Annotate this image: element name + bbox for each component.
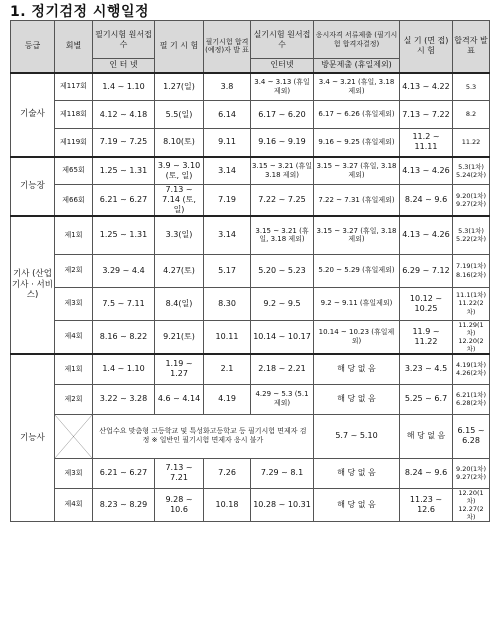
practical-apply-cell: 7.22 ~ 7.25 (251, 185, 314, 217)
final-announce-cell: 11.22 (453, 129, 490, 157)
written-announce-cell: 6.14 (204, 101, 251, 129)
practical-exam-cell: 6.15 ~ 6.28 (453, 414, 490, 458)
written-apply-cell: 1.25 ~ 1.31 (93, 216, 155, 254)
round-cell: 제2회 (55, 254, 93, 287)
written-announce-cell: 5.17 (204, 254, 251, 287)
final-announce-cell: 9.20(1차) 9.27(2차) (453, 458, 490, 488)
practical-exam-cell: 8.24 ~ 9.6 (400, 458, 453, 488)
written-exam-cell: 1.19 ~ 1.27 (155, 354, 204, 384)
written-apply-cell: 7.19 ~ 7.25 (93, 129, 155, 157)
table-row (11, 488, 490, 522)
round-cell: 제4회 (55, 488, 93, 522)
table-row (11, 129, 490, 157)
table-row (11, 101, 490, 129)
practical-apply-cell: 7.29 ~ 8.1 (251, 458, 314, 488)
practical-apply-cell: 10.28 ~ 10.31 (251, 488, 314, 522)
table-row (11, 157, 490, 185)
written-announce-cell: 8.30 (204, 287, 251, 320)
written-apply-cell: 1.4 ~ 1.10 (93, 73, 155, 101)
doc-submit-cell: 9.2 ~ 9.11 (휴일제외) (314, 287, 400, 320)
written-exam-cell: 4.27(토) (155, 254, 204, 287)
doc-submit-cell: 3.4 ~ 3.21 (휴일, 3.18 제외) (314, 73, 400, 101)
grade-cell: 기능사 (11, 354, 55, 522)
round-cell: 제3회 (55, 458, 93, 488)
table-header (11, 21, 490, 73)
doc-submit-cell: 5.20 ~ 5.29 (휴일제외) (314, 254, 400, 287)
final-announce-cell: 6.21(1차) 6.28(2차) (453, 384, 490, 414)
special-note-cell: 산업수요 맞춤형 고등학교 및 특성화고등학교 등 필기시험 면제자 검정 ※ 일반인 필기시험 면제자 응시 불가 (93, 414, 314, 458)
written-exam-cell: 9.21(토) (155, 320, 204, 354)
written-announce-cell: 3.14 (204, 216, 251, 254)
final-announce-cell: 9.20(1차) 9.27(2차) (453, 185, 490, 217)
written-exam-cell: 5.5(일) (155, 101, 204, 129)
round-cell: 제119회 (55, 129, 93, 157)
final-announce-cell: 5.3(1차) 5.24(2차) (453, 157, 490, 185)
doc-submit-cell: 7.22 ~ 7.31 (휴일제외) (314, 185, 400, 217)
round-cell: 제2회 (55, 384, 93, 414)
written-announce-cell: 10.11 (204, 320, 251, 354)
final-announce-cell: 12.20(1차) 12.27(2차) (453, 488, 490, 522)
table-row (11, 287, 490, 320)
final-announce-cell: 11.29(1차) 12.20(2차) (453, 320, 490, 354)
written-apply-cell: 6.21 ~ 6.27 (93, 185, 155, 217)
table-row (11, 73, 490, 101)
doc-submit-cell: 해 당 없 음 (314, 458, 400, 488)
practical-exam-cell: 5.25 ~ 6.7 (400, 384, 453, 414)
doc-submit-cell: 해 당 없 음 (314, 384, 400, 414)
doc-submit-cell: 3.15 ~ 3.27 (휴일, 3.18 제외) (314, 216, 400, 254)
written-exam-cell: 7.13 ~ 7.14 (토, 일) (155, 185, 204, 217)
practical-apply-cell: 9.2 ~ 9.5 (251, 287, 314, 320)
table-row (11, 384, 490, 414)
practical-exam-cell: 11.2 ~ 11.11 (400, 129, 453, 157)
written-announce-cell: 10.18 (204, 488, 251, 522)
practical-apply-cell: 5.7 ~ 5.10 (314, 414, 400, 458)
grade-cell: 기술사 (11, 73, 55, 157)
round-cell: 제3회 (55, 287, 93, 320)
header-written-apply-sub: 인 터 넷 (93, 59, 155, 73)
table-row (11, 216, 490, 254)
header-doc-submit-sub: 방문제출 (휴일제외) (314, 59, 400, 73)
practical-exam-cell: 3.23 ~ 4.5 (400, 354, 453, 384)
page-title: 1. 정기검정 시행일정 (10, 4, 149, 20)
header-written-announce: 필기시험 합격(예정)자 발 표 (204, 21, 251, 73)
practical-apply-cell: 9.16 ~ 9.19 (251, 129, 314, 157)
written-exam-cell: 8.4(일) (155, 287, 204, 320)
round-cell: 제118회 (55, 101, 93, 129)
final-announce-cell: 4.19(1차) 4.26(2차) (453, 354, 490, 384)
written-apply-cell: 1.4 ~ 1.10 (93, 354, 155, 384)
written-announce-cell: 9.11 (204, 129, 251, 157)
header-practical-exam: 실 기 (면 접) 시 험 (400, 21, 453, 73)
practical-apply-cell: 10.14 ~ 10.17 (251, 320, 314, 354)
doc-submit-cell: 해 당 없 음 (314, 354, 400, 384)
practical-apply-cell: 4.29 ~ 5.3 (5.1 제외) (251, 384, 314, 414)
header-doc-submit: 응시자격 서류제출 (필기시험 합격자결정) (314, 21, 400, 59)
practical-exam-cell: 4.13 ~ 4.26 (400, 216, 453, 254)
header-practical-apply-sub: 인터넷 (251, 59, 314, 73)
final-announce-cell: 8.2 (453, 101, 490, 129)
written-announce-cell: 3.8 (204, 73, 251, 101)
doc-submit-cell: 6.17 ~ 6.26 (휴일제외) (314, 101, 400, 129)
practical-exam-cell: 8.24 ~ 9.6 (400, 185, 453, 217)
table-row (11, 414, 490, 458)
practical-exam-cell: 11.9 ~ 11.22 (400, 320, 453, 354)
header-round: 회별 (55, 21, 93, 73)
table-body (11, 73, 490, 522)
schedule-table (10, 20, 490, 522)
practical-exam-cell: 11.23 ~ 12.6 (400, 488, 453, 522)
written-apply-cell: 3.22 ~ 3.28 (93, 384, 155, 414)
practical-apply-cell: 3.15 ~ 3.21 (휴일 3.18 제외) (251, 157, 314, 185)
practical-exam-cell: 7.13 ~ 7.22 (400, 101, 453, 129)
grade-cell: 기능장 (11, 157, 55, 217)
final-announce-cell: 11.1(1차) 11.22(2차) (453, 287, 490, 320)
written-announce-cell: 7.19 (204, 185, 251, 217)
practical-apply-cell: 3.4 ~ 3.13 (휴일 제외) (251, 73, 314, 101)
round-cell: 제1회 (55, 216, 93, 254)
header-written-exam: 필 기 시 험 (155, 21, 204, 73)
written-exam-cell: 3.3(일) (155, 216, 204, 254)
practical-apply-cell: 6.17 ~ 6.20 (251, 101, 314, 129)
practical-exam-cell: 10.12 ~ 10.25 (400, 287, 453, 320)
round-cell: 제66회 (55, 185, 93, 217)
written-apply-cell: 6.21 ~ 6.27 (93, 458, 155, 488)
practical-exam-cell: 6.29 ~ 7.12 (400, 254, 453, 287)
final-announce-cell: 5.3(1차) 5.22(2차) (453, 216, 490, 254)
table-row (11, 185, 490, 217)
practical-apply-cell: 5.20 ~ 5.23 (251, 254, 314, 287)
written-announce-cell: 7.26 (204, 458, 251, 488)
table-row (11, 254, 490, 287)
header-practical-apply: 실기시험 원서접수 (251, 21, 314, 59)
written-apply-cell: 8.23 ~ 8.29 (93, 488, 155, 522)
header-final-announce: 합격자 발 표 (453, 21, 490, 73)
final-announce-cell: 7.19(1차) 8.16(2차) (453, 254, 490, 287)
written-announce-cell: 3.14 (204, 157, 251, 185)
practical-exam-cell: 4.13 ~ 4.22 (400, 73, 453, 101)
table-row (11, 354, 490, 384)
written-announce-cell: 4.19 (204, 384, 251, 414)
practical-exam-cell: 4.13 ~ 4.26 (400, 157, 453, 185)
header-grade: 등급 (11, 21, 55, 73)
written-exam-cell: 3.9 ~ 3.10 (토, 일) (155, 157, 204, 185)
table-row (11, 458, 490, 488)
written-apply-cell: 3.29 ~ 4.4 (93, 254, 155, 287)
doc-submit-cell: 해 당 없 음 (400, 414, 453, 458)
header-written-apply: 필기시험 원서접수 (93, 21, 155, 59)
grade-cell: 기사 (산업기사 · 서비스) (11, 216, 55, 354)
round-cell: 제4회 (55, 320, 93, 354)
doc-submit-cell: 10.14 ~ 10.23 (휴일제외) (314, 320, 400, 354)
doc-submit-cell: 9.16 ~ 9.25 (휴일제외) (314, 129, 400, 157)
written-apply-cell: 1.25 ~ 1.31 (93, 157, 155, 185)
round-cell: 제117회 (55, 73, 93, 101)
written-apply-cell: 7.5 ~ 7.11 (93, 287, 155, 320)
practical-apply-cell: 3.15 ~ 3.21 (휴일, 3.18 제외) (251, 216, 314, 254)
doc-submit-cell: 해 당 없 음 (314, 488, 400, 522)
written-apply-cell: 8.16 ~ 8.22 (93, 320, 155, 354)
written-exam-cell: 7.13 ~ 7.21 (155, 458, 204, 488)
written-exam-cell: 1.27(일) (155, 73, 204, 101)
written-exam-cell: 4.6 ~ 4.14 (155, 384, 204, 414)
written-announce-cell: 2.1 (204, 354, 251, 384)
table-row (11, 320, 490, 354)
final-announce-cell: 5.3 (453, 73, 490, 101)
round-cell: 제65회 (55, 157, 93, 185)
written-exam-cell: 8.10(토) (155, 129, 204, 157)
practical-apply-cell: 2.18 ~ 2.21 (251, 354, 314, 384)
written-apply-cell: 4.12 ~ 4.18 (93, 101, 155, 129)
round-cell: 제1회 (55, 354, 93, 384)
written-exam-cell: 9.28 ~ 10.6 (155, 488, 204, 522)
doc-submit-cell: 3.15 ~ 3.27 (휴일, 3.18 제외) (314, 157, 400, 185)
crossed-out-cell (55, 414, 93, 458)
